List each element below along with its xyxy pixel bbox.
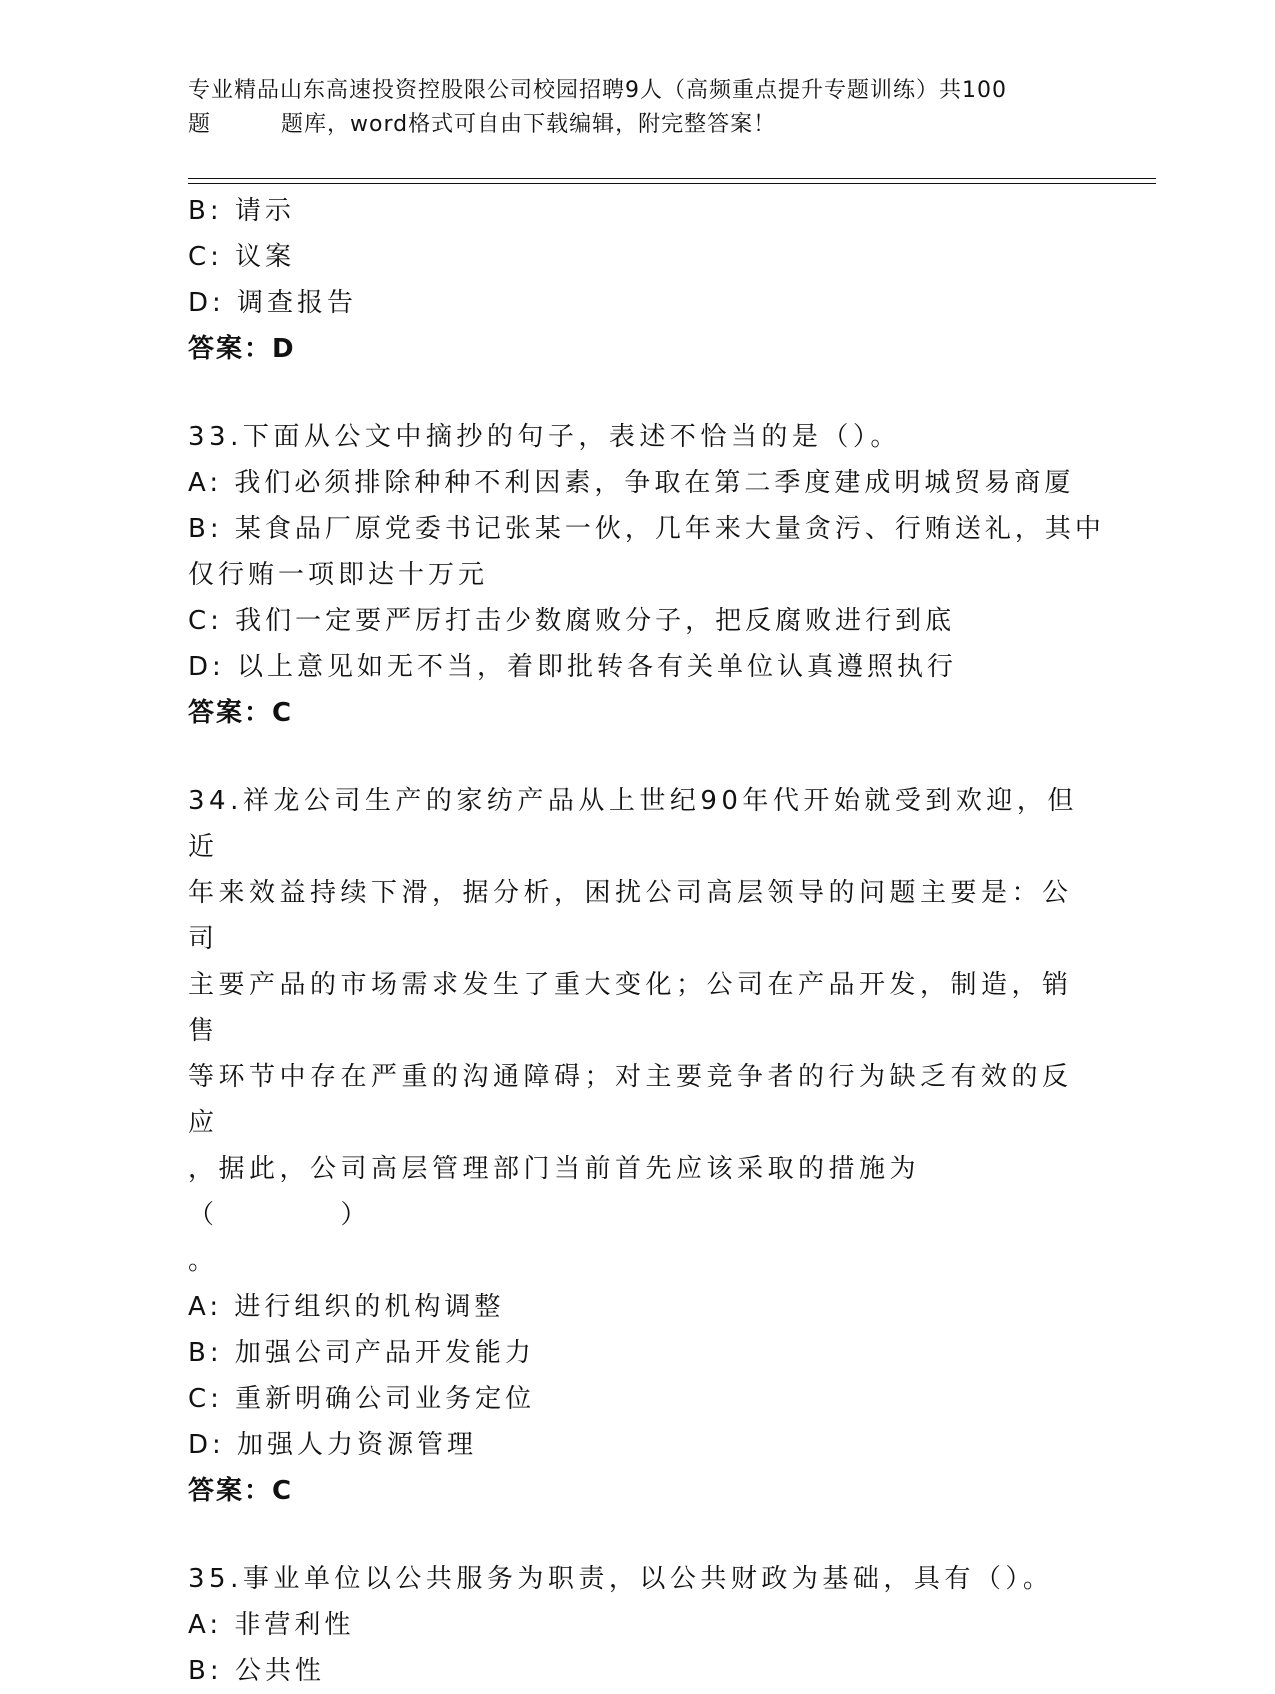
option-c: C: 重新明确公司业务定位 — [188, 1384, 536, 1414]
question-34-block — [188, 778, 1088, 1514]
header-rule-bottom — [188, 183, 1156, 184]
answer-label: 答案：C — [188, 698, 294, 728]
answer-label: 答案：C — [188, 1476, 294, 1506]
question-text-line: 等环节中存在严重的沟通障碍；对主要竞争者的行为缺乏有效的反应 — [188, 1062, 1073, 1138]
option-a: A: 非营利性 — [188, 1610, 355, 1640]
header-title-line2 — [188, 108, 1088, 142]
option-b: B: 加强公司产品开发能力 — [188, 1338, 535, 1368]
question-text-line: 34.祥龙公司生产的家纺产品从上世纪90年代开始就受到欢迎，但近 — [188, 786, 1078, 862]
header-rule-top — [188, 178, 1156, 179]
option-b: B: 请示 — [188, 196, 295, 226]
option-b-continued: 仅行贿一项即达十万元 — [188, 560, 489, 590]
question-text-line: ，据此，公司高层管理部门当前首先应该采取的措施为（ ） — [188, 1154, 921, 1230]
question-35-block — [188, 1556, 1088, 1694]
question-text: 35.事业单位以公共服务为职责，以公共财政为基础，具有（）。 — [188, 1564, 1054, 1594]
page-header — [188, 74, 1088, 142]
option-d: D: 调查报告 — [188, 288, 358, 318]
option-a: A: 我们必须排除种种不利因素，争取在第二季度建成明城贸易商厦 — [188, 468, 1075, 498]
header-title-line2-a: 题 — [188, 112, 212, 137]
document-body — [188, 188, 1105, 1694]
option-a: A: 进行组织的机构调整 — [188, 1292, 505, 1322]
option-b: B: 公共性 — [188, 1656, 325, 1686]
option-d: D: 以上意见如无不当，着即批转各有关单位认真遵照执行 — [188, 652, 958, 682]
option-d: D: 加强人力资源管理 — [188, 1430, 478, 1460]
option-b: B: 某食品厂原党委书记张某一伙，几年来大量贪污、行贿送礼，其中 — [188, 514, 1105, 544]
answer-label: 答案：D — [188, 334, 296, 364]
question-33-block — [188, 414, 1105, 736]
prev-question-block — [188, 188, 1088, 372]
option-c: C: 议案 — [188, 242, 296, 272]
question-text: 33.下面从公文中摘抄的句子，表述不恰当的是（）。 — [188, 422, 901, 452]
option-c: C: 我们一定要严厉打击少数腐败分子，把反腐败进行到底 — [188, 606, 956, 636]
question-text-line: 。 — [188, 1246, 219, 1276]
header-title-line2-b: 题库，word格式可自由下载编辑，附完整答案！ — [281, 112, 777, 137]
header-title-line1: 专业精品山东高速投资控股限公司校园招聘9人（高频重点提升专题训练）共100 — [188, 78, 1007, 103]
question-text-line: 年来效益持续下滑，据分析，困扰公司高层领导的问题主要是：公司 — [188, 878, 1073, 954]
question-text-line: 主要产品的市场需求发生了重大变化；公司在产品开发，制造，销售 — [188, 970, 1073, 1046]
